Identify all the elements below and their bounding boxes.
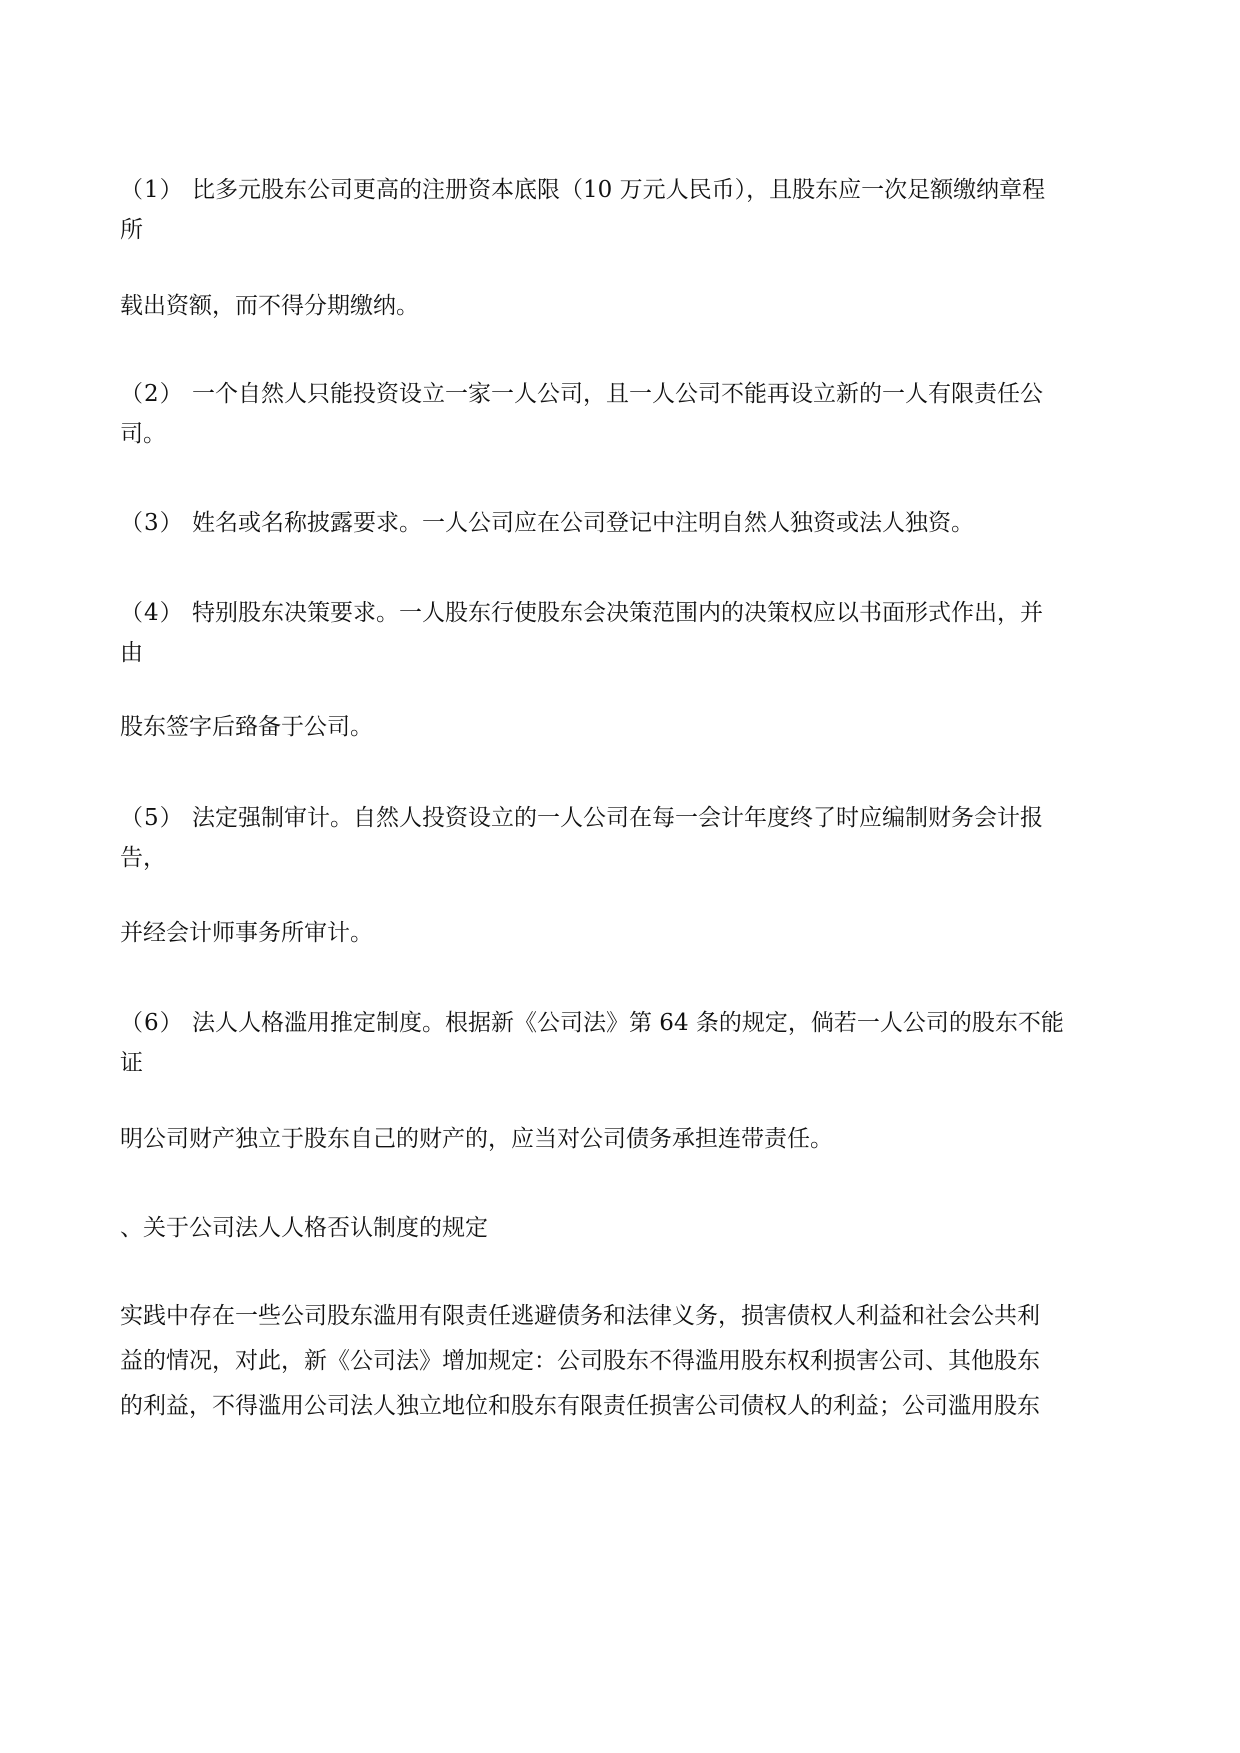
list-item-6-number: （6）: [120, 1010, 184, 1036]
list-item-3-text: 姓名或名称披露要求。一人公司应在公司登记中注明自然人独资或法人独资。: [192, 510, 974, 536]
list-item-4-line-1: [120, 598, 1120, 628]
list-item-5-text: 法定强制审计。自然人投资设立的一人公司在每一会计年度终了时应编制财务会计报: [192, 805, 1043, 831]
list-item-2-number: （2）: [120, 381, 184, 407]
list-item-1-line-1: [120, 175, 1120, 205]
list-item-6-line-3: 明公司财产独立于股东自己的财产的，应当对公司债务承担连带责任。: [120, 1126, 833, 1152]
list-item-1-number: （1）: [120, 177, 184, 203]
list-item-4-text: 特别股东决策要求。一人股东行使股东会决策范围内的决策权应以书面形式作出，并: [192, 600, 1043, 626]
list-item-3-number: （3）: [120, 510, 184, 536]
list-item-1-line-2: 所: [120, 217, 143, 243]
paragraph-line-2: 益的情况，对此，新《公司法》增加规定：公司股东不得滥用股东权利损害公司、其他股东: [120, 1348, 1040, 1374]
list-item-5-number: （5）: [120, 805, 184, 831]
list-item-4-line-2: 由: [120, 640, 143, 666]
list-item-3-line-1: [120, 508, 1120, 538]
paragraph-line-1: 实践中存在一些公司股东滥用有限责任逃避债务和法律义务，损害债权人利益和社会公共利: [120, 1303, 1040, 1329]
section-heading: 、关于公司法人人格否认制度的规定: [120, 1215, 488, 1241]
list-item-2-text: 一个自然人只能投资设立一家一人公司，且一人公司不能再设立新的一人有限责任公: [192, 381, 1043, 407]
list-item-2-line-2: 司。: [120, 421, 166, 447]
list-item-6-line-1: [120, 1008, 1120, 1038]
list-item-5-line-2: 告，: [120, 845, 166, 871]
list-item-1-line-3: 载出资额，而不得分期缴纳。: [120, 293, 419, 319]
list-item-4-number: （4）: [120, 600, 184, 626]
list-item-5-line-1: [120, 803, 1120, 833]
list-item-4-line-3: 股东签字后臵备于公司。: [120, 714, 373, 740]
list-item-6-text: 法人人格滥用推定制度。根据新《公司法》第 64 条的规定，倘若一人公司的股东不能: [192, 1010, 1064, 1036]
list-item-2-line-1: [120, 379, 1120, 409]
paragraph-line-3: 的利益，不得滥用公司法人独立地位和股东有限责任损害公司债权人的利益；公司滥用股东: [120, 1393, 1040, 1419]
list-item-6-line-2: 证: [120, 1050, 143, 1076]
list-item-1-text: 比多元股东公司更高的注册资本底限（10 万元人民币），且股东应一次足额缴纳章程: [192, 177, 1046, 203]
list-item-5-line-3: 并经会计师事务所审计。: [120, 920, 373, 946]
